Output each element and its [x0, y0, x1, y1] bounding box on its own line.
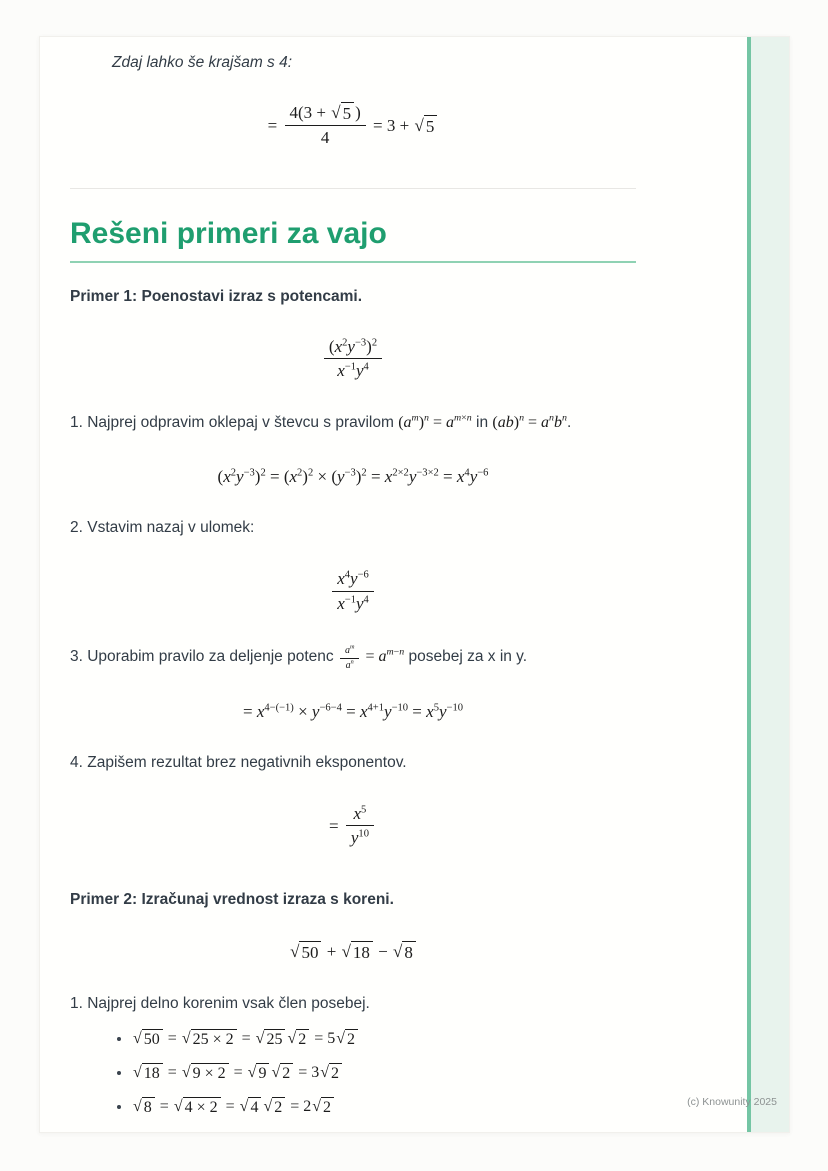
example-1-step-3-equation: = $x^{4-(-1)} \times y^{-6-4} = x^{4+1}y^{-10} = x^5y^{-10}$ [243, 701, 463, 721]
example-1-step-2-equation: $\frac{x^4y^{-6}}{x^{-1}y^4}$ [70, 570, 636, 616]
section-title: Rešeni primeri za vajo [70, 215, 636, 263]
inline-math: $(a^m)^n = a^{m\times n}$ [398, 413, 472, 432]
intro-note: Zdaj lahko še krajšam s 4: [112, 54, 293, 71]
example-1-step-4: 4. Zapišem rezultat brez negativnih eksponentov. [70, 753, 407, 771]
example-1-step-2: 2. Vstavim nazaj v ulomek: [70, 519, 255, 537]
section-divider [70, 188, 636, 189]
bullet-math-item [132, 1095, 636, 1118]
inline-math: $(ab)^n = a^nb^n$ [492, 413, 567, 432]
example-1-result: = $\frac{x^5}{y^{10}}$ [70, 805, 636, 851]
document-page [39, 36, 790, 1133]
example-1-expression: $\frac{(x^2y^{-3})^2}{x^{-1}y^4}$ [70, 338, 636, 384]
example-1-step-3: 3. Uporabim pravilo za deljenje potenc $\frac{a^m}{a^n}$ = $a^{m-n}$ posebej za x in y. [70, 643, 528, 671]
inline-math: • √ 18 = √ 9 × 2 = √ 9 √ 2 = 3 √ 2 [132, 1064, 343, 1081]
example-1-step-1-equation: $(x^2y^{-3})^2 = (x^2)^2 \times (y^{-3})^2 = x^{2\times 2}y^{-3\times 2} = x^4y^{-6}$ [217, 467, 489, 487]
example-1-step-1: 1. Najprej odpravim oklepaj v števcu s pravilom $(a^m)^n = a^{m\times n}$ in $(ab)^n = a^nb^n$. [70, 413, 572, 432]
accent-bar [747, 37, 789, 1132]
example-2-expression: √ 50 + √ 18 − √ 8 [70, 941, 636, 963]
example-1-title: Primer 1: Poenostavi izraz s potencami. [70, 287, 363, 305]
inline-math: $\frac{a^m}{a^n}$ = $a^{m-n}$ [338, 648, 404, 665]
copyright-notice: (c) Knowunity 2025 [687, 1096, 777, 1108]
example-2-step-1: 1. Najprej delno korenim vsak člen posebej. [70, 994, 370, 1012]
bullet-math-item [132, 1061, 636, 1084]
inline-math: • √ 8 = √ 4 × 2 = √ 4 √ 2 = 2 √ 2 [132, 1098, 335, 1115]
example-2-partial-roots [70, 1027, 636, 1119]
example-2-title: Primer 2: Izračunaj vrednost izraza s koreni. [70, 891, 394, 909]
equation-simplify-by-4: = 4(3 + √ 5 ) 4 = 3 + √ 5 [70, 104, 636, 151]
bullet-math-item [132, 1027, 636, 1050]
inline-math: • √ 50 = √ 25 × 2 = √ 25 √ 2 = 5 √ 2 [132, 1030, 359, 1047]
document-body [70, 37, 636, 1119]
